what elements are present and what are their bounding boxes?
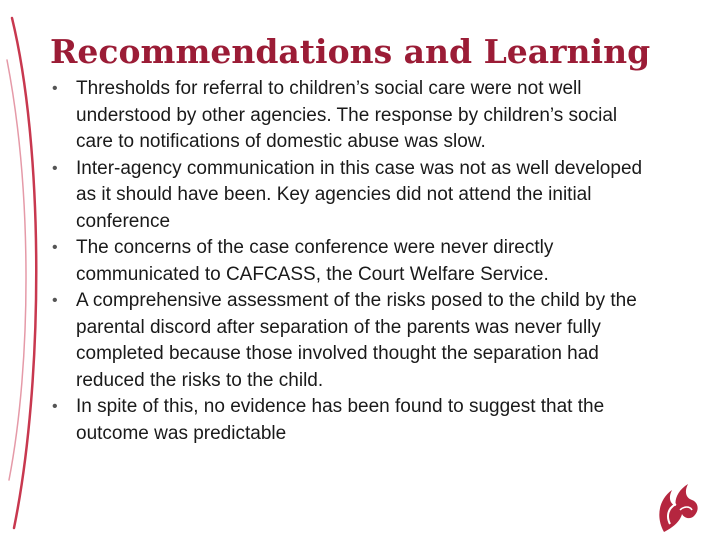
bullet-item (52, 235, 652, 288)
bullet-item (52, 394, 652, 447)
bullet-text: In spite of this, no evidence has been found to suggest that the outcome was predictable (76, 396, 605, 444)
left-swoosh-decoration (0, 0, 60, 540)
dragon-logo-icon (650, 478, 702, 534)
bullet-item (52, 76, 652, 156)
bullet-text: Thresholds for referral to children’s social care were not well understood by other agencies. The response by children’s social care to notifications of domestic abuse was slow. (76, 78, 618, 152)
bullet-marker: • (52, 239, 58, 256)
bullet-item (52, 156, 652, 236)
bullet-marker: • (52, 80, 58, 97)
bullet-text: A comprehensive assessment of the risks posed to the child by the parental discord after separation of the parents was never fully completed because those involved thought the separation had reduced the risks to the child. (76, 290, 637, 391)
bullet-item (52, 288, 652, 394)
bullet-text: The concerns of the case conference were never directly communicated to CAFCASS, the Court Welfare Service. (76, 237, 554, 285)
bullet-list (52, 76, 652, 447)
slide-title: Recommendations and Learning (50, 32, 651, 71)
bullet-text: Inter-agency communication in this case was not as well developed as it should have been. Key agencies did not attend the initial conference (76, 157, 643, 232)
bullet-marker: • (52, 398, 58, 415)
bullet-marker: • (52, 159, 58, 177)
bullet-marker: • (52, 292, 58, 309)
